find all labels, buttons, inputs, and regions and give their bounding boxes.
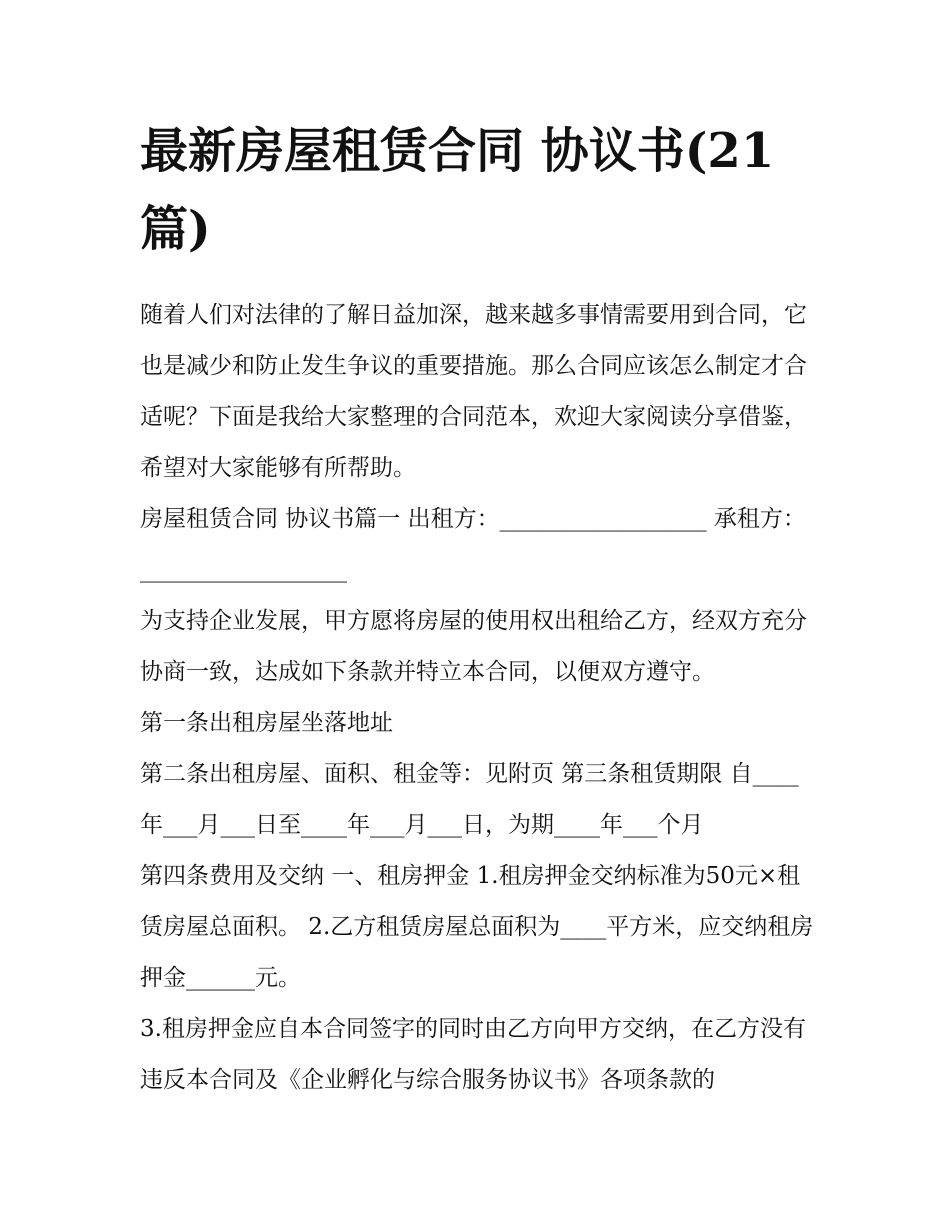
paragraph-article-1: 第一条出租房屋坐落地址: [140, 710, 393, 736]
paragraph-article-2-3: 第二条出租房屋、面积、租金等：见附页 第三条租赁期限 自____年___月___日至____年___月___日，为期____年___个月: [140, 761, 799, 838]
paragraph-article-4: 第四条费用及交纳 一、租房押金 1.租房押金交纳标准为50元×租赁房屋总面积。 2.乙方租赁房屋总面积为____平方米，应交纳租房押金______元。: [140, 863, 814, 991]
paragraph-purpose: 为支持企业发展，甲方愿将房屋的使用权出租给乙方，经双方充分协商一致，达成如下条款并特立本合同，以便双方遵守。: [140, 608, 807, 685]
document-title: 最新房屋租赁合同 协议书(21篇): [140, 123, 775, 257]
paragraph-deposit-terms: 3.租房押金应自本合同签字的同时由乙方向甲方交纳，在乙方没有违反本合同及《企业孵化与综合服务协议书》各项条款的: [140, 1016, 806, 1093]
paragraph-intro: 随着人们对法律的了解日益加深，越来越多事情需要用到合同，它也是减少和防止发生争议的重要措施。那么合同应该怎么制定才合适呢？下面是我给大家整理的合同范本，欢迎大家阅读分享借鉴，希望对大家能够有所帮助。: [140, 302, 807, 481]
paragraph-parties: 房屋租赁合同 协议书篇一 出租方：__________________ 承租方：__________________: [140, 506, 806, 583]
document-body: [140, 112, 815, 1106]
